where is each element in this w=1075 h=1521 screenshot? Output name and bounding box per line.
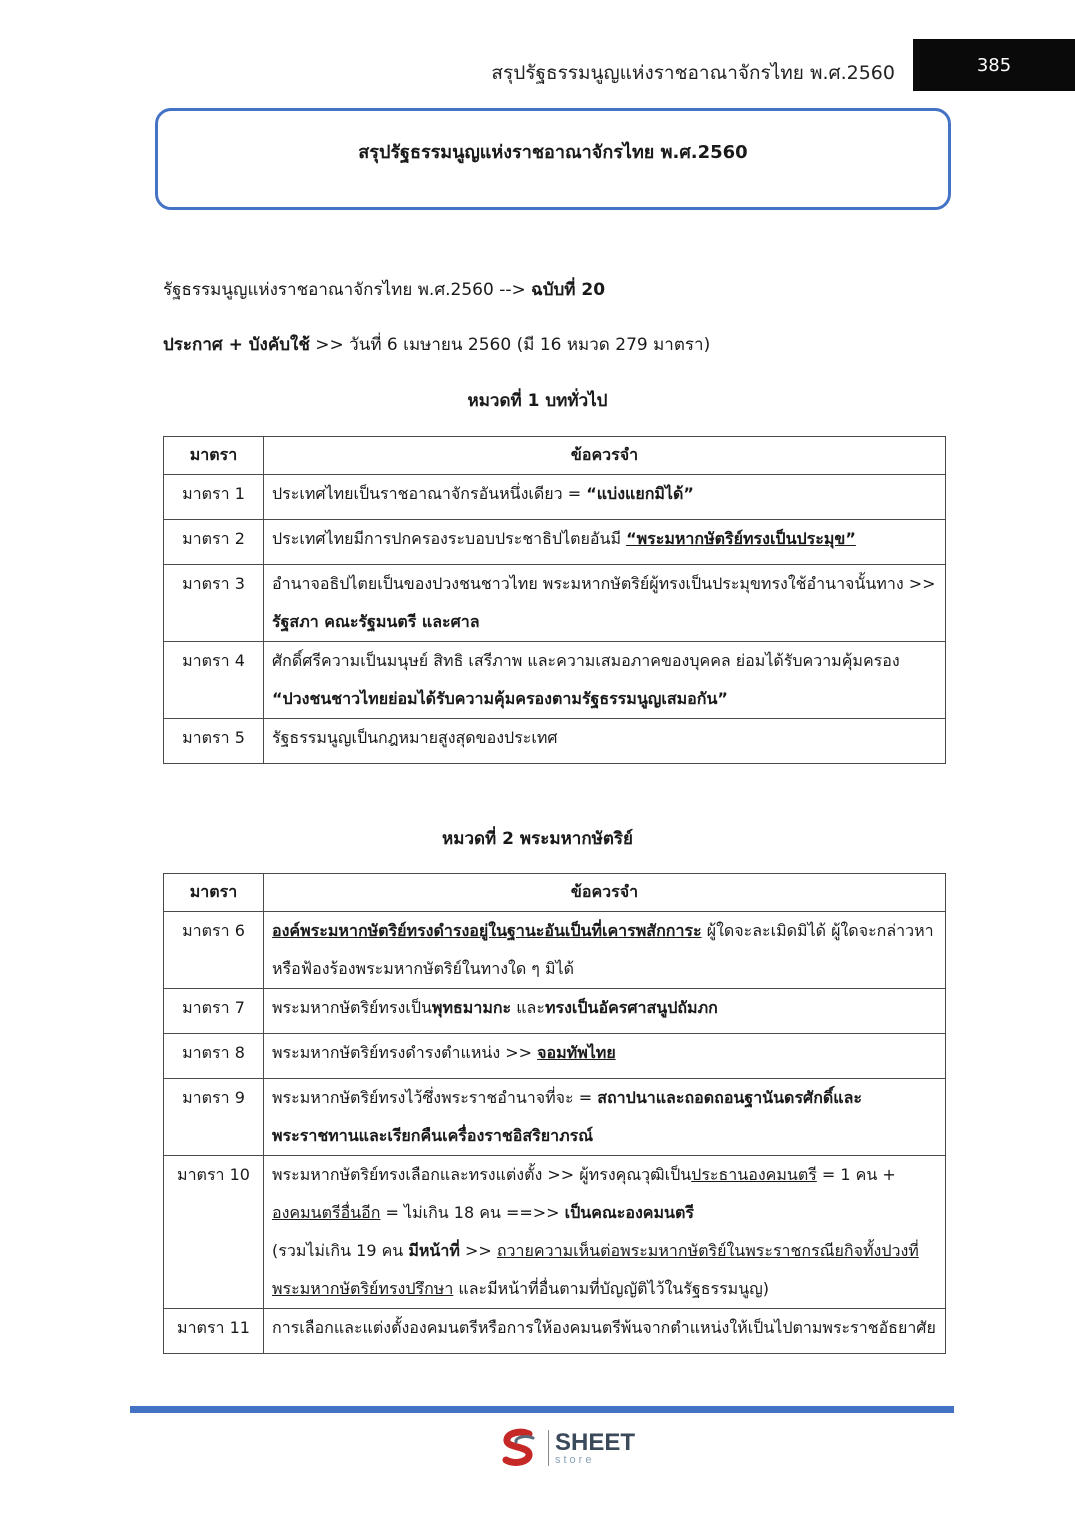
document-title: สรุปรัฐธรรมนูญแห่งราชอาณาจักรไทย พ.ศ.2560 bbox=[358, 142, 748, 163]
note-cell bbox=[264, 642, 946, 719]
note-text: (รวมไม่เกิน 19 คน bbox=[272, 1241, 409, 1260]
note-text: = 1 คน + bbox=[816, 1165, 896, 1184]
note-cell bbox=[264, 1156, 946, 1309]
page-number-badge bbox=[913, 39, 1075, 91]
note-cell bbox=[264, 1309, 946, 1354]
logo-wordmark bbox=[555, 1428, 636, 1466]
table-row bbox=[164, 520, 946, 565]
table-row bbox=[164, 989, 946, 1034]
note-emphasis: เป็นคณะองคมนตรี bbox=[564, 1203, 694, 1222]
page-number: 385 bbox=[976, 54, 1012, 76]
section1-table bbox=[163, 436, 946, 764]
running-header-title: สรุปรัฐธรรมนูญแห่งราชอาณาจักรไทย พ.ศ.2560 bbox=[491, 62, 895, 84]
note-text: = ไม่เกิน 18 คน ==>> bbox=[380, 1203, 565, 1222]
article-cell: มาตรา 5 bbox=[164, 719, 264, 764]
note-text: พระมหากษัตริย์ทรงไว้ซึ่งพระราชอำนาจที่จะ = bbox=[272, 1088, 598, 1107]
note-cell bbox=[264, 912, 946, 989]
table-row bbox=[164, 1309, 946, 1354]
note-text: พระมหากษัตริย์ทรงเป็น bbox=[272, 998, 432, 1017]
note-text: รัฐธรรมนูญเป็นกฎหมายสูงสุดของประเทศ bbox=[272, 728, 558, 747]
note-emphasis: “พระมหากษัตริย์ทรงเป็นประมุข” bbox=[626, 529, 856, 548]
logo-word: SHEET bbox=[555, 1428, 636, 1456]
note-emphasis: พุทธมามกะ bbox=[431, 998, 512, 1017]
intro-edition-text: รัฐธรรมนูญแห่งราชอาณาจักรไทย พ.ศ.2560 --> bbox=[163, 280, 532, 300]
note-emphasis: ทรงเป็นอัครศาสนูปถัมภก bbox=[544, 998, 718, 1017]
logo-s-icon bbox=[498, 1428, 542, 1468]
column-header-article: มาตรา bbox=[164, 437, 264, 475]
note-cell bbox=[264, 989, 946, 1034]
article-cell: มาตรา 11 bbox=[164, 1309, 264, 1354]
logo-separator bbox=[548, 1430, 549, 1466]
note-text: พระมหากษัตริย์ทรงเลือกและทรงแต่งตั้ง >> ผู้ทรงคุณวุฒิเป็น bbox=[272, 1165, 692, 1184]
note-emphasis: องค์พระมหากษัตริย์ทรงดำรงอยู่ในฐานะอันเป็นที่เคารพสักการะ bbox=[272, 921, 702, 940]
table-header-row bbox=[164, 437, 946, 475]
section1-heading: หมวดที่ 1 บททั่วไป bbox=[467, 391, 608, 411]
article-cell: มาตรา 8 bbox=[164, 1034, 264, 1079]
note-cell bbox=[264, 565, 946, 642]
table-header-row bbox=[164, 874, 946, 912]
note-text: และมีหน้าที่อื่นตามที่บัญญัติไว้ในรัฐธรรมนูญ) bbox=[453, 1279, 770, 1298]
note-text: ประเทศไทยมีการปกครองระบอบประชาธิปไตยอันมี bbox=[272, 529, 627, 548]
article-cell: มาตรา 10 bbox=[164, 1156, 264, 1309]
article-cell: มาตรา 9 bbox=[164, 1079, 264, 1156]
note-cell bbox=[264, 719, 946, 764]
note-underline: องคมนตรีอื่นอีก bbox=[272, 1203, 381, 1222]
note-emphasis: “แบ่งแยกมิได้” bbox=[586, 484, 694, 503]
note-text: อำนาจอธิปไตยเป็นของปวงชนชาวไทย พระมหากษัตริย์ผู้ทรงเป็นประมุขทรงใช้อำนาจนั้นทาง >> bbox=[272, 574, 936, 593]
table-row bbox=[164, 642, 946, 719]
article-cell: มาตรา 6 bbox=[164, 912, 264, 989]
note-emphasis: มีหน้าที่ bbox=[408, 1241, 460, 1260]
footer-divider bbox=[130, 1406, 954, 1413]
intro-line-enforcement bbox=[163, 331, 710, 358]
intro-line-edition bbox=[163, 276, 605, 303]
column-header-note: ข้อควรจำ bbox=[264, 874, 946, 912]
intro-enforcement-date: >> วันที่ 6 เมษายน 2560 (มี 16 หมวด 279 มาตรา) bbox=[309, 335, 711, 355]
note-underline: ถวายความเห็นต่อพระมหากษัตริย์ในพระราชกรณียกิจทั้งปวงที่พระมหากษัตริย์ทรงปรึกษา bbox=[272, 1241, 919, 1298]
article-cell: มาตรา 2 bbox=[164, 520, 264, 565]
note-text: >> bbox=[459, 1241, 497, 1260]
note-emphasis: “ปวงชนชาวไทยย่อมได้รับความคุ้มครองตามรัฐธรรมนูญเสมอกัน” bbox=[272, 689, 728, 708]
sheet-store-logo bbox=[498, 1428, 635, 1468]
article-cell: มาตรา 4 bbox=[164, 642, 264, 719]
note-text: การเลือกและแต่งตั้งองคมนตรีหรือการให้องคมนตรีพ้นจากตำแหน่งให้เป็นไปตามพระราชอัธยาศัย bbox=[272, 1318, 936, 1337]
intro-edition-number: ฉบับที่ 20 bbox=[531, 280, 606, 300]
table-row bbox=[164, 1079, 946, 1156]
section2-heading: หมวดที่ 2 พระมหากษัตริย์ bbox=[442, 829, 633, 849]
note-emphasis: จอมทัพไทย bbox=[537, 1043, 616, 1062]
note-cell bbox=[264, 475, 946, 520]
article-cell: มาตรา 1 bbox=[164, 475, 264, 520]
note-emphasis: รัฐสภา คณะรัฐมนตรี และศาล bbox=[272, 612, 480, 631]
note-cell bbox=[264, 1034, 946, 1079]
note-cell bbox=[264, 520, 946, 565]
table-row bbox=[164, 912, 946, 989]
table-row bbox=[164, 1034, 946, 1079]
note-text: และ bbox=[511, 998, 545, 1017]
table-row bbox=[164, 565, 946, 642]
note-emphasis: สถาปนาและถอดถอนฐานันดรศักดิ์และพระราชทานและเรียกคืนเครื่องราชอิสริยาภรณ์ bbox=[272, 1088, 862, 1145]
column-header-article: มาตรา bbox=[164, 874, 264, 912]
section2-table bbox=[163, 873, 946, 1354]
note-text: พระมหากษัตริย์ทรงดำรงตำแหน่ง >> bbox=[272, 1043, 538, 1062]
title-box bbox=[155, 108, 951, 210]
note-cell bbox=[264, 1079, 946, 1156]
column-header-note: ข้อควรจำ bbox=[264, 437, 946, 475]
note-text: ประเทศไทยเป็นราชอาณาจักรอันหนึ่งเดียว = bbox=[272, 484, 587, 503]
intro-enforcement-label: ประกาศ + บังคับใช้ bbox=[163, 335, 310, 355]
table-row bbox=[164, 475, 946, 520]
note-underline: ประธานองคมนตรี bbox=[691, 1165, 817, 1184]
table-row bbox=[164, 719, 946, 764]
note-text: ศักดิ์ศรีความเป็นมนุษย์ สิทธิ เสรีภาพ และความเสมอภาคของบุคคล ย่อมได้รับความคุ้มครอง bbox=[272, 651, 900, 670]
table-row bbox=[164, 1156, 946, 1309]
note-text: ผู้ใดจะละเมิดมิได้ ผู้ใดจะกล่าวหาหรือฟ้องร้องพระมหากษัตริย์ในทางใด ๆ มิได้ bbox=[272, 921, 934, 978]
logo-sub: store bbox=[555, 1453, 595, 1466]
article-cell: มาตรา 3 bbox=[164, 565, 264, 642]
article-cell: มาตรา 7 bbox=[164, 989, 264, 1034]
